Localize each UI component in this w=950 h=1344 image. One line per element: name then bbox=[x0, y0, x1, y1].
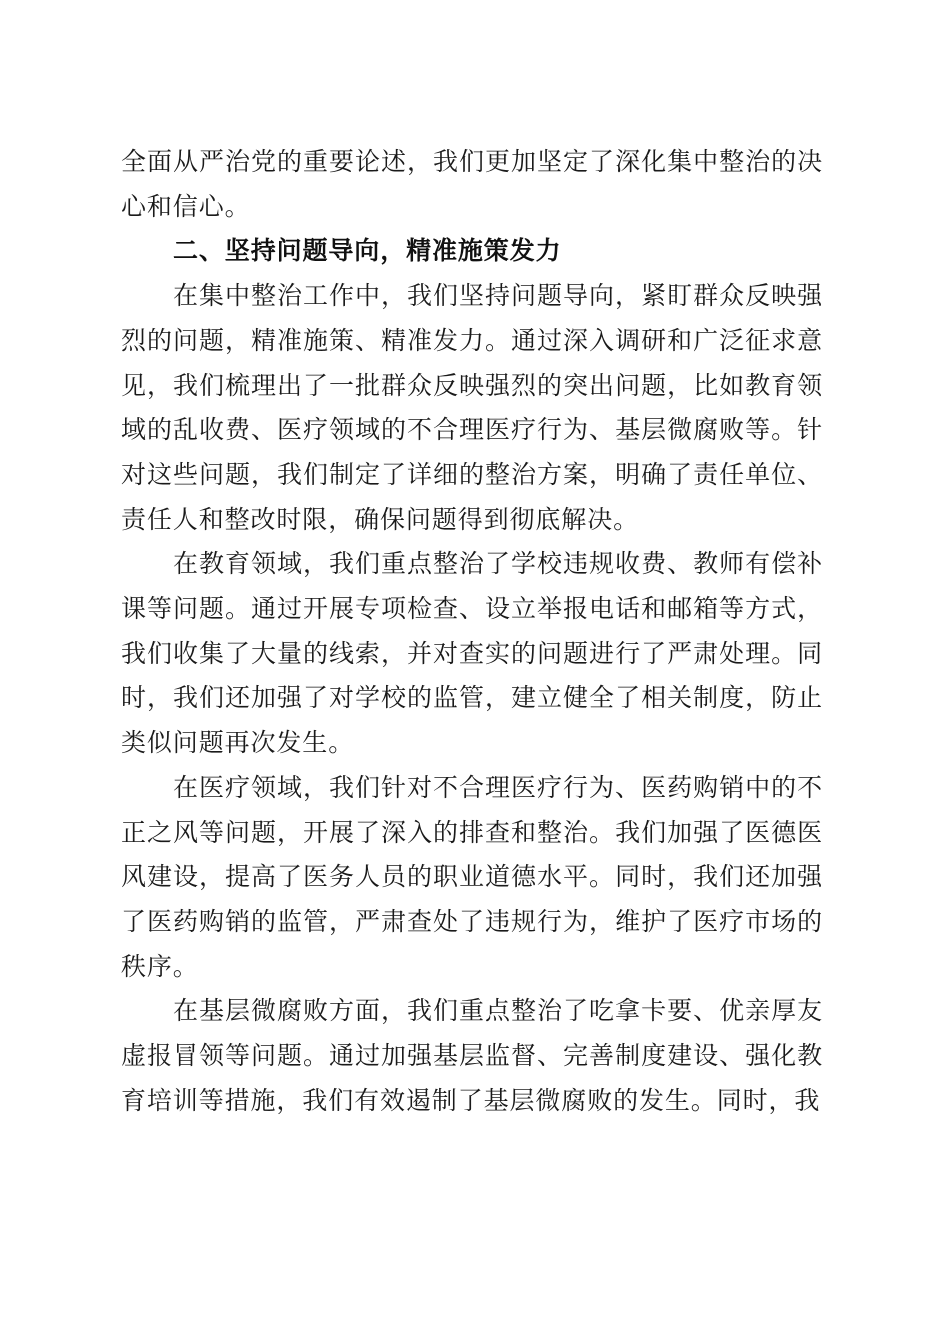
body-paragraph: 在基层微腐败方面，我们重点整治了吃拿卡要、优亲厚友虚报冒领等问题。通过加强基层监督、完善制度建设、强化教育培训等措施，我们有效遏制了基层微腐败的发生。同时，我 bbox=[121, 996, 823, 1115]
body-paragraph: 在教育领域，我们重点整治了学校违规收费、教师有偿补课等问题。通过开展专项检查、设立举报电话和邮箱等方式，我们收集了大量的线索，并对查实的问题进行了严肃处理。同时，我们还加强了对学校的监管，建立健全了相关制度，防止类似问题再次发生。 bbox=[121, 549, 823, 758]
continuation-paragraph: 全面从严治党的重要论述，我们更加坚定了深化集中整治的决心和信心。 bbox=[121, 147, 823, 221]
body-paragraph: 在集中整治工作中，我们坚持问题导向，紧盯群众反映强烈的问题，精准施策、精准发力。通过深入调研和广泛征求意见，我们梳理出了一批群众反映强烈的突出问题，比如教育领域的乱收费、医疗领域的不合理医疗行为、基层微腐败等。针对这些问题，我们制定了详细的整治方案，明确了责任单位、责任人和整改时限，确保问题得到彻底解决。 bbox=[121, 281, 823, 534]
body-paragraph: 在医疗领域，我们针对不合理医疗行为、医药购销中的不正之风等问题，开展了深入的排查和整治。我们加强了医德医风建设，提高了医务人员的职业道德水平。同时，我们还加强了医药购销的监管，严肃查处了违规行为，维护了医疗市场的秩序。 bbox=[121, 772, 823, 981]
section-heading: 二、坚持问题导向，精准施策发力 bbox=[173, 236, 562, 266]
document-body bbox=[121, 140, 823, 1123]
